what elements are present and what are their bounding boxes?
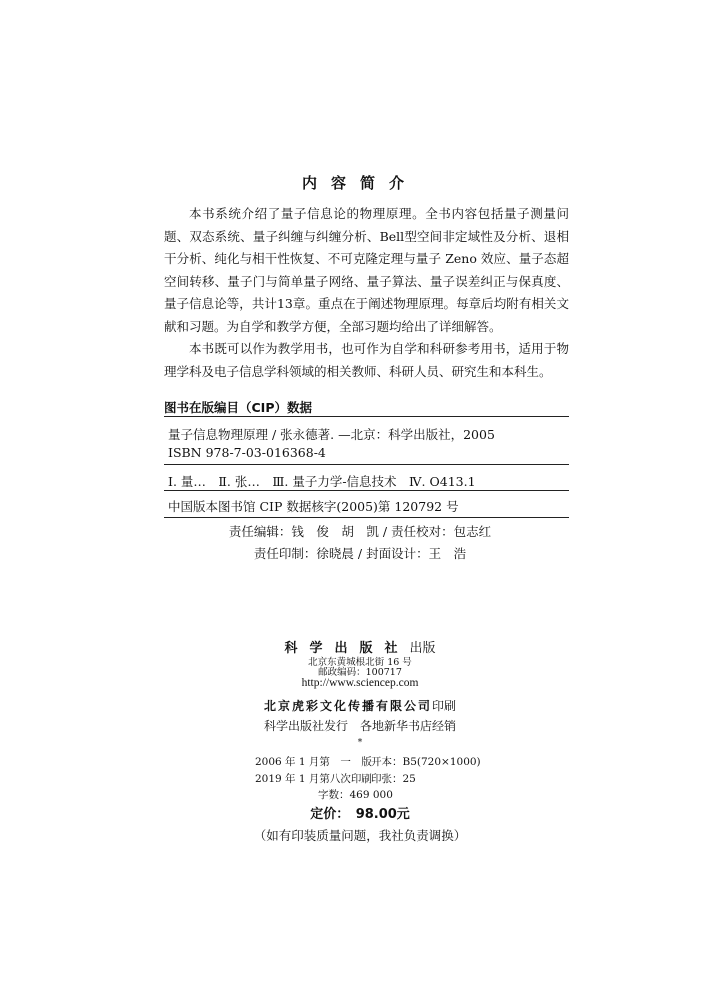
publisher-postcode: 邮政编码：100717	[318, 667, 402, 678]
cip-classification: Ⅰ. 量… Ⅱ. 张… Ⅲ. 量子力学-信息技术 Ⅳ. O413.1	[168, 474, 476, 489]
publisher-url: http://www.sciencep.com	[301, 677, 419, 689]
printer-name: 北京虎彩文化传播有限公司	[263, 699, 432, 713]
quality-note: （如有印装质量问题，我社负责调换）	[253, 828, 467, 843]
staff-line-1: 责任编辑：钱 俊 胡 凯 / 责任校对：包志红	[228, 524, 492, 539]
publisher-address: 北京东黄城根北街 16 号	[308, 657, 412, 668]
cip-heading: 图书在版编目（CIP）数据	[164, 400, 312, 415]
cip-title-line: 量子信息物理原理 / 张永德著. —北京：科学出版社，2005	[168, 427, 495, 442]
page-title: 内容简介	[301, 174, 418, 192]
printing-info: 2019 年 1 月第八次印刷	[255, 773, 372, 785]
distribution-line: 科学出版社发行 各地新华书店经销	[263, 719, 456, 733]
format-info: 开本：B5(720×1000)	[371, 756, 481, 768]
intro-text	[164, 203, 569, 383]
publisher-name	[0, 637, 720, 656]
printer-line	[0, 697, 720, 714]
price: 定价： 98.00元	[310, 807, 410, 822]
cip-divider-top	[164, 416, 569, 417]
printer-suffix: 印刷	[432, 699, 457, 713]
intro-paragraph-1: 本书系统介绍了量子信息论的物理原理。全书内容包括量子测量问题、双态系统、量子纠缠与纠缠分析、Bell型空间非定域性及分析、退相干分析、纯化与相干性恢复、不可克隆定理与量子 Zeno 效应、量子态超空间转移、量子门与简单量子网络、量子算法、量子误差纠正与保真度、量子信息论等，共计13章。重点在于阐述物理原理。每章后均附有相关文献和习题。为自学和教学方便，全部习题均给出了详细解答。	[164, 206, 569, 334]
cip-divider	[164, 464, 569, 465]
staff-line-2: 责任印制：徐晓晨 / 封面设计：王 浩	[253, 546, 467, 561]
publisher-suffix: 出版	[409, 641, 436, 656]
edition-info: 2006 年 1 月第 一 版	[255, 756, 372, 768]
word-count: 字数：469 000	[318, 789, 393, 801]
separator-star: *	[357, 738, 363, 748]
sheets-info: 印张：25	[371, 773, 416, 785]
cip-divider-bottom	[164, 517, 569, 518]
intro-paragraph-2: 本书既可以作为教学用书，也可作为自学和科研参考用书，适用于物理学科及电子信息学科领域的相关教师、科研人员、研究生和本科生。	[164, 341, 569, 379]
cip-isbn: ISBN 978-7-03-016368-4	[168, 445, 326, 460]
cip-number: 中国版本图书馆 CIP 数据核字(2005)第 120792 号	[168, 499, 459, 514]
cip-divider	[164, 490, 569, 491]
publisher-brand: 科学出版社	[284, 641, 410, 656]
